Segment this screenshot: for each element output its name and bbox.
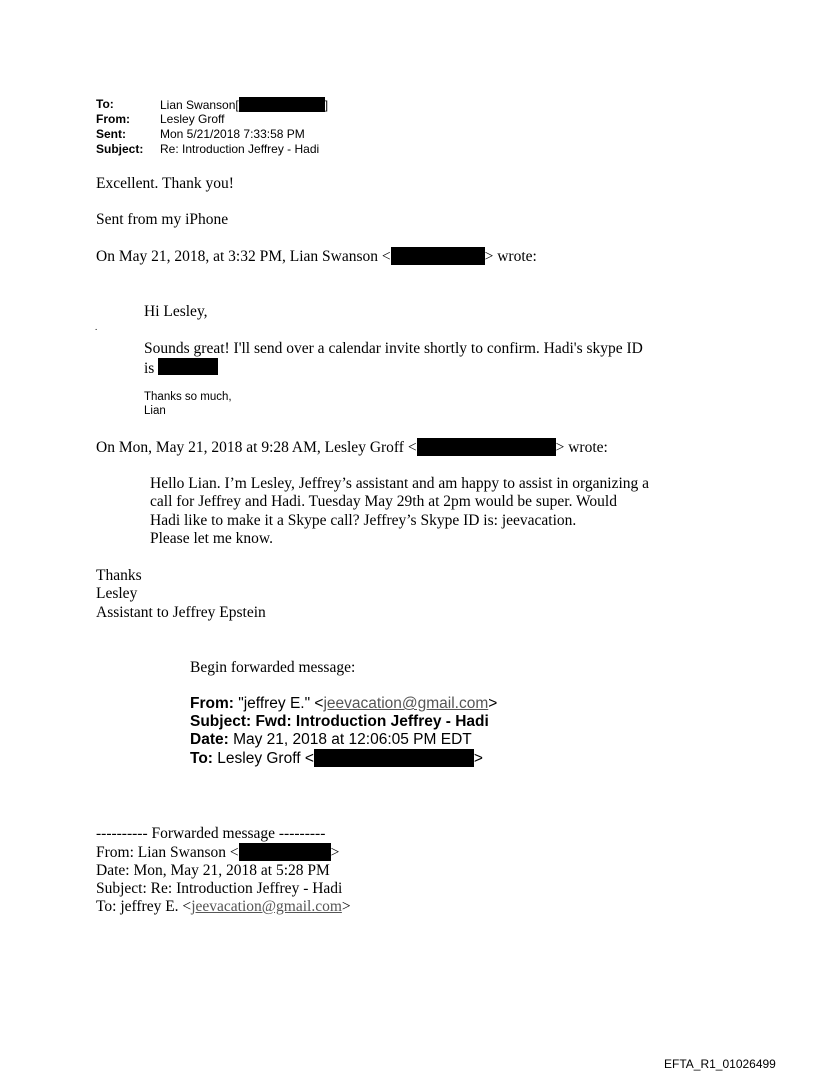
redaction-box <box>158 358 218 375</box>
quote1-greeting: Hi Lesley, <box>144 303 208 320</box>
forwarded-date: Date: May 21, 2018 at 12:06:05 PM EDT <box>190 731 472 748</box>
reply-line-2: Sent from my iPhone <box>96 211 229 228</box>
email-link[interactable]: jeevacation@gmail.com <box>191 898 342 915</box>
redaction-box <box>239 843 331 861</box>
quote1-body-line1: Sounds great! I'll send over a calendar invite shortly to confirm. Hadi's skype ID <box>144 340 643 357</box>
quote2-line-2: call for Jeffrey and Hadi. Tuesday May 29th at 2pm would be super. Would <box>150 493 617 510</box>
fwd-to-line: To: jeffrey E. <jeevacation@gmail.com> <box>96 898 351 915</box>
redaction-box <box>391 247 485 265</box>
quote2-line-4: Please let me know. <box>150 530 273 547</box>
signature-line-1: Thanks <box>96 567 142 584</box>
fwd-subject-line: Subject: Re: Introduction Jeffrey - Hadi <box>96 880 343 897</box>
sent-value: Mon 5/21/2018 7:33:58 PM <box>160 127 305 141</box>
sent-label: Sent: <box>96 127 126 141</box>
redaction-box <box>417 438 556 456</box>
quote1-intro: On May 21, 2018, at 3:32 PM, Lian Swanson < > wrote: <box>96 248 537 265</box>
to-label: To: <box>96 97 114 111</box>
subject-value: Re: Introduction Jeffrey - Hadi <box>160 142 320 156</box>
from-label: From: <box>96 112 130 126</box>
reply-line-1: Excellent. Thank you! <box>96 175 234 192</box>
stray-dot: . <box>95 322 98 332</box>
redaction-box <box>314 749 474 767</box>
quote1-body-line2: is <box>144 358 218 378</box>
forwarded-title: Begin forwarded message: <box>190 659 356 676</box>
quote2-line-1: Hello Lian. I’m Lesley, Jeffrey’s assistant and am happy to assist in organizing a <box>150 475 650 492</box>
email-link[interactable]: jeevacation@gmail.com <box>323 695 489 712</box>
redaction-box <box>239 97 325 112</box>
quote2-line-3: Hadi like to make it a Skype call? Jeffrey’s Skype ID is: jeevacation. <box>150 512 577 529</box>
to-value: Lian Swanson[ ] <box>160 98 329 112</box>
quote1-signoff-2: Lian <box>144 405 166 417</box>
from-value: Lesley Groff <box>160 112 225 126</box>
forwarded-to: To: Lesley Groff < > <box>190 750 483 767</box>
quote1-signoff-1: Thanks so much, <box>144 391 232 403</box>
subject-label: Subject: <box>96 142 144 156</box>
forwarded-subject: Subject: Fwd: Introduction Jeffrey - Hadi <box>190 713 489 730</box>
fwd-from-line: From: Lian Swanson < > <box>96 844 340 861</box>
email-header <box>96 97 396 159</box>
document-id: EFTA_R1_01026499 <box>664 1057 776 1071</box>
forwarded-from: From: "jeffrey E." <jeevacation@gmail.com> <box>190 695 498 712</box>
signature-line-3: Assistant to Jeffrey Epstein <box>96 604 266 621</box>
forwarded-separator: ---------- Forwarded message --------- <box>96 825 326 842</box>
signature-line-2: Lesley <box>96 585 138 602</box>
fwd-date-line: Date: Mon, May 21, 2018 at 5:28 PM <box>96 862 330 879</box>
quote2-intro: On Mon, May 21, 2018 at 9:28 AM, Lesley Groff < > wrote: <box>96 439 608 456</box>
